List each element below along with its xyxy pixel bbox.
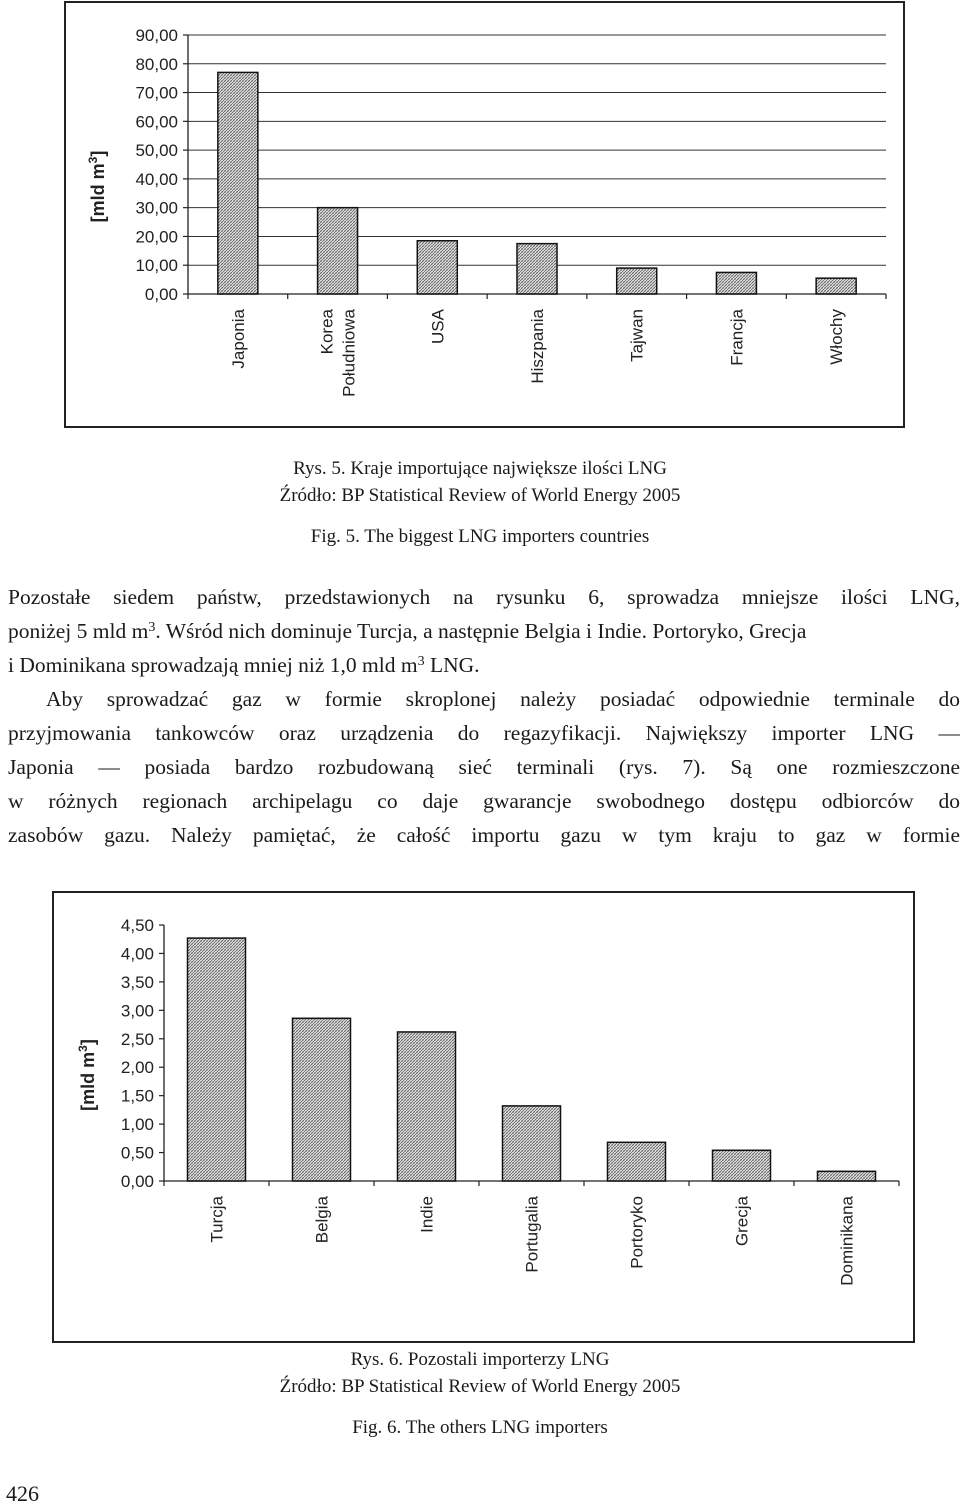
category-label: Francja xyxy=(727,309,747,366)
category-label: Portoryko xyxy=(627,1196,647,1269)
y-tick-label: 90,00 xyxy=(135,26,178,45)
figure-6-chart xyxy=(52,891,915,1343)
paragraph-line-6: Japonia — posiada bardzo rozbudowaną sieć terminali (rys. 7). Są one rozmieszczone xyxy=(8,755,960,779)
superscript: 3 xyxy=(417,654,425,669)
paragraph-line-1: Pozostałe siedem państw, przedstawionych na rysunku 6, sprowadza mniejsze ilości LNG, xyxy=(8,585,960,609)
figure-5-svg xyxy=(66,3,903,426)
category-label: Włochy xyxy=(827,309,847,365)
figure-5-caption: Rys. 5. Kraje importujące największe ilości LNG xyxy=(293,458,667,479)
category-label: Korea xyxy=(317,309,337,355)
figure-6-source: Źródło: BP Statistical Review of World Energy 2005 xyxy=(279,1376,681,1397)
bar xyxy=(517,244,557,294)
y-tick-label: 40,00 xyxy=(135,169,178,189)
text-span: . Wśród nich dominuje Turcja, a następnie Belgia i Indie. Portoryko, Grecja xyxy=(155,619,807,643)
bar xyxy=(417,241,457,294)
y-tick-label: 1,50 xyxy=(120,1086,154,1106)
figure-5-chart xyxy=(64,1,905,428)
paragraph-line-2 xyxy=(8,614,960,648)
category-label: Belgia xyxy=(312,1196,332,1244)
category-label: Hiszpania xyxy=(528,309,547,384)
y-tick-label: 3,50 xyxy=(120,972,154,992)
y-tick-label: 60,00 xyxy=(135,112,178,132)
bar xyxy=(293,1018,351,1181)
bar xyxy=(398,1032,456,1181)
figure-5-source: Źródło: BP Statistical Review of World Energy 2005 xyxy=(279,485,681,506)
figure-6-caption: Rys. 6. Pozostali importerzy LNG xyxy=(350,1349,610,1370)
paragraph-line-8: zasobów gazu. Należy pamiętać, że całość importu gazu w tym kraju to gaz w formie xyxy=(8,823,960,847)
y-tick-label: 2,50 xyxy=(120,1029,154,1049)
bar xyxy=(816,278,856,294)
bar xyxy=(318,208,358,294)
bar xyxy=(818,1171,876,1181)
bar xyxy=(716,272,756,294)
y-tick-label: 4,00 xyxy=(120,944,154,964)
bar xyxy=(608,1142,666,1181)
text-span: i Dominikana sprowadzają mniej niż 1,0 mld m xyxy=(8,653,418,677)
y-tick-label: 0,00 xyxy=(120,1172,154,1191)
y-tick-label: 10,00 xyxy=(135,256,178,276)
bar xyxy=(188,938,246,1181)
paragraph-line-7: w różnych regionach archipelagu co daje gwarancje swobodnego dostępu odbiorców do xyxy=(8,789,960,813)
category-label: Grecja xyxy=(732,1196,752,1247)
category-label: Południowa xyxy=(339,309,359,397)
y-tick-label: 50,00 xyxy=(135,141,178,161)
superscript: 3 xyxy=(148,620,156,635)
paragraph-line-4: Aby sprowadzać gaz w formie skroplonej należy posiadać odpowiednie terminale do xyxy=(46,687,960,711)
bar xyxy=(713,1150,771,1181)
y-axis-title: [mld $m^3$] xyxy=(86,150,108,223)
y-tick-label: 0,00 xyxy=(144,285,178,304)
paragraph-line-5: przyjmowania tankowców oraz urządzenia do regazyfikacji. Największy importer LNG — xyxy=(8,721,960,745)
bar xyxy=(617,268,657,294)
text-span: LNG. xyxy=(424,653,480,677)
category-label: Dominikana xyxy=(837,1196,857,1286)
figure-6-english-caption: Fig. 6. The others LNG importers xyxy=(352,1417,608,1438)
text-span: poniżej 5 mld m xyxy=(8,619,149,643)
category-label: Indie xyxy=(417,1196,437,1233)
y-tick-label: 70,00 xyxy=(135,83,178,103)
y-tick-label: 80,00 xyxy=(135,54,178,74)
y-tick-label: 4,50 xyxy=(120,916,154,935)
bar xyxy=(218,72,258,294)
category-label: Japonia xyxy=(228,309,248,369)
y-axis-title: [mld $m^3$] xyxy=(76,1039,98,1111)
category-label: Turcja xyxy=(207,1196,227,1243)
y-tick-label: 20,00 xyxy=(135,227,178,247)
y-tick-label: 0,50 xyxy=(120,1143,154,1163)
category-label: Portugalia xyxy=(522,1196,542,1273)
y-tick-label: 1,00 xyxy=(120,1115,154,1135)
bar xyxy=(503,1106,561,1181)
paragraph-line-3 xyxy=(8,648,960,682)
category-label: Tajwan xyxy=(627,309,647,362)
figure-5-english-caption: Fig. 5. The biggest LNG importers countries xyxy=(310,526,650,547)
category-label: USA xyxy=(428,309,448,344)
y-tick-label: 3,00 xyxy=(120,1001,154,1021)
page-number: 426 xyxy=(6,1481,39,1506)
y-tick-label: 2,00 xyxy=(120,1058,154,1078)
figure-6-svg xyxy=(54,893,913,1341)
y-tick-label: 30,00 xyxy=(135,198,178,218)
